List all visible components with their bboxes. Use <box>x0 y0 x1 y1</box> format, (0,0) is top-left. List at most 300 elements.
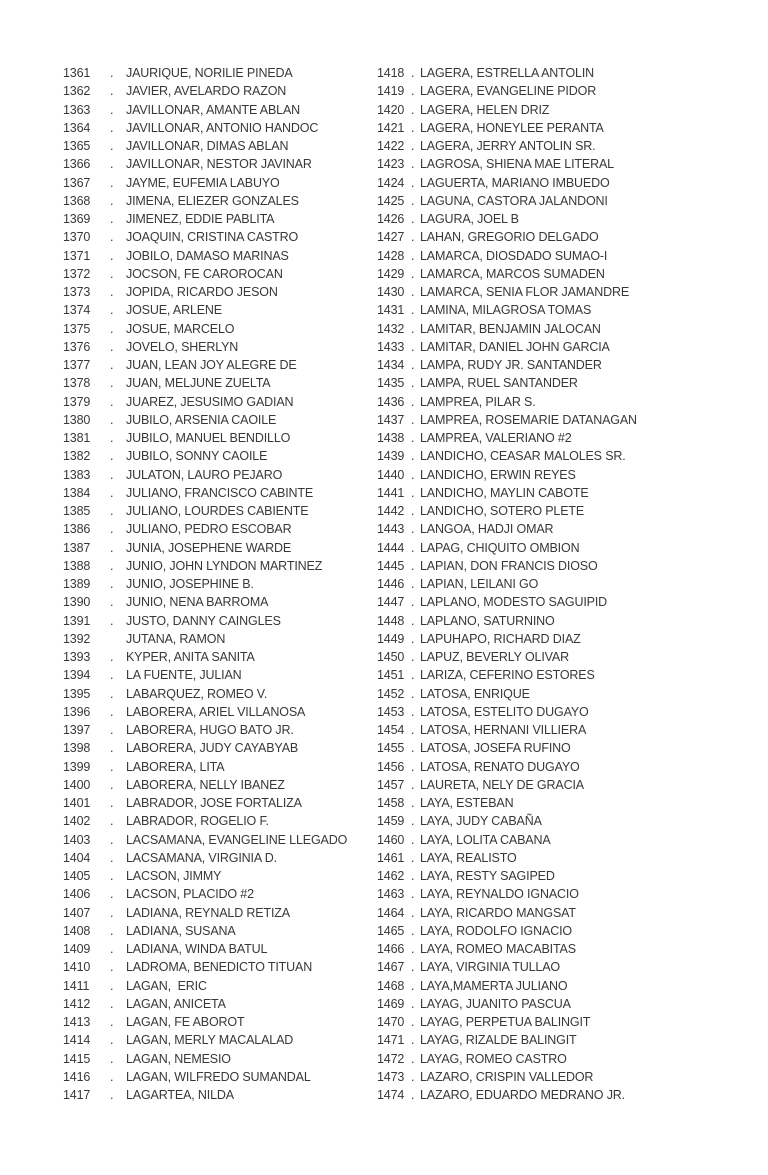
entry-name: LAGAN, MERLY MACALALAD <box>126 1033 294 1048</box>
entry-name: JOAQUIN, CRISTINA CASTRO <box>126 230 299 245</box>
list-entry <box>63 758 368 776</box>
list-entry <box>377 977 747 995</box>
entry-separator: . <box>411 996 415 1011</box>
entry-separator: . <box>110 157 114 172</box>
entry-separator: . <box>110 577 114 591</box>
list-entry <box>63 812 368 830</box>
list-entry <box>63 502 368 520</box>
entry-name: LAPIAN, LEILANI GO <box>420 577 539 591</box>
entry-separator: . <box>110 558 114 573</box>
list-entry <box>63 703 368 721</box>
entry-number: 1378 <box>63 376 91 391</box>
entry-number: 1472 <box>377 1051 405 1066</box>
entry-number: 1427 <box>377 230 405 245</box>
list-entry <box>377 64 747 82</box>
entry-number: 1380 <box>63 412 91 427</box>
entry-name: LAGAN, WILFREDO SUMANDAL <box>126 1069 311 1084</box>
list-entry <box>63 192 368 210</box>
entry-name: LAMITAR, BENJAMIN JALOCAN <box>420 321 601 336</box>
entry-separator: . <box>110 303 114 318</box>
entry-separator: . <box>411 942 415 956</box>
entry-number: 1399 <box>63 759 91 774</box>
entry-name: JOCSON, FE CAROROCAN <box>126 266 283 281</box>
entry-separator: . <box>110 467 114 482</box>
entry-name: LAMITAR, DANIEL JOHN GARCIA <box>420 339 610 354</box>
list-entry <box>377 429 747 447</box>
list-entry <box>377 612 747 630</box>
entry-name: LATOSA, HERNANI VILLIERA <box>420 723 587 737</box>
list-entry <box>63 612 368 630</box>
entry-separator: . <box>411 376 415 391</box>
entry-number: 1465 <box>377 923 405 938</box>
entry-number: 1417 <box>63 1088 91 1102</box>
entry-number: 1390 <box>63 595 91 610</box>
entry-separator: . <box>110 248 114 263</box>
entry-separator: . <box>110 1069 114 1084</box>
entry-number: 1444 <box>377 540 405 555</box>
list-entry <box>377 940 747 958</box>
entry-number: 1379 <box>63 394 91 409</box>
entry-number: 1422 <box>377 139 405 153</box>
entry-name: LAMPREA, ROSEMARIE DATANAGAN <box>420 412 637 427</box>
entry-number: 1448 <box>377 613 405 628</box>
list-entry <box>63 247 368 265</box>
entry-separator: . <box>110 120 114 135</box>
entry-separator: . <box>411 704 415 719</box>
entry-separator: . <box>411 212 415 226</box>
entry-separator: . <box>110 1088 114 1102</box>
entry-separator: . <box>411 139 415 153</box>
list-entry <box>377 356 747 374</box>
entry-separator: . <box>110 102 114 117</box>
entry-name: JAYME, EUFEMIA LABUYO <box>126 175 280 190</box>
entry-name: LAYAG, JUANITO PASCUA <box>420 996 571 1011</box>
entry-separator: . <box>411 504 415 518</box>
entry-number: 1383 <box>63 467 91 482</box>
list-entry <box>377 685 747 703</box>
entry-number: 1386 <box>63 522 91 537</box>
list-entry <box>63 356 368 374</box>
entry-number: 1466 <box>377 942 405 956</box>
entry-separator: . <box>110 741 114 756</box>
entry-separator: . <box>411 339 415 354</box>
list-entry <box>377 82 747 100</box>
entry-name: JOSUE, MARCELO <box>126 321 235 336</box>
list-entry <box>63 301 368 319</box>
entry-name: LAYAG, RIZALDE BALINGIT <box>420 1033 577 1048</box>
entry-number: 1423 <box>377 157 405 172</box>
entry-separator: . <box>110 923 114 938</box>
entry-separator: . <box>411 467 415 482</box>
list-entry <box>377 301 747 319</box>
entry-number: 1407 <box>63 905 91 920</box>
entry-name: LADIANA, REYNALD RETIZA <box>126 905 290 920</box>
entry-name: JAVILLONAR, AMANTE ABLAN <box>126 102 301 117</box>
list-entry <box>377 411 747 429</box>
entry-name: LACSON, PLACIDO #2 <box>126 887 254 902</box>
entry-number: 1431 <box>377 303 405 318</box>
entry-name: KYPER, ANITA SANITA <box>126 650 255 664</box>
entry-number: 1376 <box>63 339 91 354</box>
entry-number: 1453 <box>377 704 405 719</box>
entry-number: 1413 <box>63 1015 91 1029</box>
entry-separator: . <box>110 686 114 701</box>
entry-number: 1371 <box>63 248 91 263</box>
entry-separator: . <box>110 613 114 628</box>
entry-name: JUNIO, JOSEPHINE B. <box>126 577 254 591</box>
entry-number: 1463 <box>377 887 405 902</box>
entry-separator: . <box>110 996 114 1011</box>
entry-separator: . <box>411 631 415 646</box>
entry-name: LAZARO, EDUARDO MEDRANO JR. <box>420 1088 626 1102</box>
entry-number: 1418 <box>377 66 405 80</box>
entry-number: 1368 <box>63 193 91 208</box>
list-entry <box>63 849 368 867</box>
entry-name: LAPLANO, MODESTO SAGUIPID <box>420 595 608 610</box>
list-entry <box>63 831 368 849</box>
entry-name: JUBILO, ARSENIA CAOILE <box>126 412 277 427</box>
entry-separator: . <box>411 1069 415 1084</box>
list-entry <box>377 885 747 903</box>
entry-separator: . <box>110 1033 114 1048</box>
entry-name: LANDICHO, SOTERO PLETE <box>420 504 585 518</box>
entry-separator: . <box>110 759 114 774</box>
list-entry <box>63 265 368 283</box>
entry-number: 1424 <box>377 175 405 190</box>
list-entry <box>63 210 368 228</box>
entry-name: JUBILO, MANUEL BENDILLO <box>126 431 291 445</box>
entry-number: 1426 <box>377 212 405 226</box>
entry-separator: . <box>411 613 415 628</box>
list-entry <box>63 995 368 1013</box>
entry-name: LAPAG, CHIQUITO OMBION <box>420 540 580 555</box>
entry-separator: . <box>110 504 114 518</box>
entry-name: JOBILO, DAMASO MARINAS <box>126 248 289 263</box>
entry-name: LATOSA, RENATO DUGAYO <box>420 759 580 774</box>
entry-name: LABRADOR, ROGELIO F. <box>126 814 269 829</box>
list-entry <box>377 210 747 228</box>
entry-number: 1366 <box>63 157 91 172</box>
entry-separator: . <box>411 777 415 792</box>
entry-name: LAGAN, FE ABOROT <box>126 1015 245 1029</box>
entry-name: LAPUZ, BEVERLY OLIVAR <box>420 650 569 664</box>
list-entry <box>63 520 368 538</box>
entry-name: LAYA, RICARDO MANGSAT <box>420 905 576 920</box>
entry-name: LACSAMANA, EVANGELINE LLEGADO <box>126 832 348 847</box>
entry-separator: . <box>411 1051 415 1066</box>
list-entry <box>63 940 368 958</box>
entry-separator: . <box>411 285 415 299</box>
entry-separator: . <box>110 796 114 810</box>
entry-name: JAVIER, AVELARDO RAZON <box>126 84 287 99</box>
entry-number: 1394 <box>63 668 91 683</box>
entry-number: 1364 <box>63 120 91 135</box>
entry-number: 1382 <box>63 449 91 464</box>
entry-number: 1387 <box>63 540 91 555</box>
entry-number: 1396 <box>63 704 91 719</box>
entry-separator: . <box>110 139 114 153</box>
entry-separator: . <box>411 431 415 445</box>
entry-number: 1445 <box>377 558 405 573</box>
list-entry <box>63 155 368 173</box>
list-entry <box>63 484 368 502</box>
entry-name: LAPIAN, DON FRANCIS DIOSO <box>420 558 598 573</box>
entry-number: 1411 <box>63 978 90 993</box>
entry-separator: . <box>110 887 114 902</box>
entry-name: JUBILO, SONNY CAOILE <box>126 449 268 464</box>
entry-number: 1373 <box>63 285 91 299</box>
entry-name: JAVILLONAR, DIMAS ABLAN <box>126 139 289 153</box>
entry-separator: . <box>110 832 114 847</box>
entry-number: 1392 <box>63 631 91 646</box>
list-entry <box>377 265 747 283</box>
entry-number: 1467 <box>377 960 405 975</box>
entry-separator: . <box>110 905 114 920</box>
list-entry <box>63 393 368 411</box>
entry-name: LAYA, LOLITA CABANA <box>420 832 551 847</box>
entry-number: 1421 <box>377 120 405 135</box>
entry-separator: . <box>411 960 415 975</box>
list-entry <box>377 119 747 137</box>
entry-separator: . <box>411 321 415 336</box>
entry-separator: . <box>110 376 114 391</box>
entry-name: LA FUENTE, JULIAN <box>126 668 242 683</box>
entry-number: 1430 <box>377 285 405 299</box>
entry-separator: . <box>411 449 415 464</box>
entry-name: LABORERA, HUGO BATO JR. <box>126 723 294 737</box>
entry-number: 1419 <box>377 84 405 99</box>
entry-separator: . <box>110 1015 114 1029</box>
entry-name: LABORERA, ARIEL VILLANOSA <box>126 704 306 719</box>
entry-number: 1388 <box>63 558 91 573</box>
entry-number: 1412 <box>63 996 91 1011</box>
entry-number: 1471 <box>377 1033 405 1048</box>
list-entry <box>377 466 747 484</box>
list-entry <box>63 137 368 155</box>
entry-separator: . <box>110 285 114 299</box>
entry-separator: . <box>411 723 415 737</box>
entry-separator: . <box>411 595 415 610</box>
entry-number: 1401 <box>63 796 91 810</box>
entry-separator: . <box>110 321 114 336</box>
entry-name: LAMARCA, SENIA FLOR JAMANDRE <box>420 285 630 299</box>
entry-separator: . <box>411 157 415 172</box>
entry-number: 1398 <box>63 741 91 756</box>
name-list-column-right <box>377 64 747 1104</box>
entry-number: 1362 <box>63 84 91 99</box>
entry-number: 1452 <box>377 686 405 701</box>
list-entry <box>63 794 368 812</box>
entry-name: JOPIDA, RICARDO JESON <box>126 285 278 299</box>
entry-name: LAGUNA, CASTORA JALANDONI <box>420 193 608 208</box>
entry-separator: . <box>411 230 415 245</box>
entry-separator: . <box>411 923 415 938</box>
entry-name: LATOSA, ESTELITO DUGAYO <box>420 704 589 719</box>
entry-name: LAGERA, HELEN DRIZ <box>420 102 550 117</box>
list-entry <box>63 648 368 666</box>
entry-name: LACSON, JIMMY <box>126 869 222 883</box>
entry-separator: . <box>411 358 415 372</box>
entry-name: LAMINA, MILAGROSA TOMAS <box>420 303 592 318</box>
entry-name: LAGERA, ESTRELLA ANTOLIN <box>420 66 595 80</box>
entry-name: LANDICHO, ERWIN REYES <box>420 467 576 482</box>
list-entry <box>377 648 747 666</box>
entry-name: LABORERA, NELLY IBANEZ <box>126 777 285 792</box>
entry-separator: . <box>411 120 415 135</box>
entry-number: 1408 <box>63 923 91 938</box>
entry-number: 1470 <box>377 1015 405 1029</box>
entry-number: 1457 <box>377 777 405 792</box>
entry-separator: . <box>110 942 114 956</box>
entry-number: 1458 <box>377 796 405 810</box>
list-entry <box>377 739 747 757</box>
entry-name: LABORERA, LITA <box>126 759 225 774</box>
entry-name: LATOSA, JOSEFA RUFINO <box>420 741 571 756</box>
entry-separator: . <box>411 84 415 99</box>
entry-separator: . <box>411 412 415 427</box>
entry-name: JULIANO, FRANCISCO CABINTE <box>126 485 314 500</box>
list-entry <box>377 1068 747 1086</box>
list-entry <box>63 922 368 940</box>
entry-separator: . <box>411 905 415 920</box>
list-entry <box>63 666 368 684</box>
entry-number: 1393 <box>63 650 91 664</box>
list-entry <box>377 484 747 502</box>
entry-number: 1446 <box>377 577 405 591</box>
entry-number: 1389 <box>63 577 91 591</box>
list-entry <box>377 904 747 922</box>
list-entry <box>63 593 368 611</box>
list-entry <box>377 374 747 392</box>
entry-number: 1434 <box>377 358 405 372</box>
entry-name: JUSTO, DANNY CAINGLES <box>126 613 281 628</box>
entry-number: 1449 <box>377 631 405 646</box>
entry-number: 1435 <box>377 376 405 391</box>
entry-number: 1439 <box>377 449 405 464</box>
entry-number: 1469 <box>377 996 405 1011</box>
entry-separator: . <box>110 869 114 883</box>
entry-number: 1428 <box>377 248 405 263</box>
entry-number: 1410 <box>63 960 91 975</box>
list-entry <box>63 721 368 739</box>
list-entry <box>63 1013 368 1031</box>
name-list-column-left <box>63 64 368 1104</box>
entry-name: LAMPREA, VALERIANO #2 <box>420 431 572 445</box>
entry-name: LAYA, REYNALDO IGNACIO <box>420 887 579 902</box>
entry-separator: . <box>110 978 114 993</box>
entry-name: JUNIO, JOHN LYNDON MARTINEZ <box>126 558 323 573</box>
entry-number: 1363 <box>63 102 91 117</box>
entry-separator: . <box>110 431 114 445</box>
entry-name: JUAN, LEAN JOY ALEGRE DE <box>126 358 297 372</box>
entry-name: LAMPA, RUEL SANTANDER <box>420 376 578 391</box>
entry-name: LAYAG, ROMEO CASTRO <box>420 1051 567 1066</box>
entry-number: 1429 <box>377 266 405 281</box>
entry-separator: . <box>411 558 415 573</box>
entry-separator: . <box>411 1015 415 1029</box>
entry-name: LADROMA, BENEDICTO TITUAN <box>126 960 313 975</box>
list-entry <box>377 721 747 739</box>
list-entry <box>63 411 368 429</box>
entry-number: 1474 <box>377 1088 405 1102</box>
list-entry <box>377 393 747 411</box>
entry-separator: . <box>411 686 415 701</box>
list-entry <box>377 995 747 1013</box>
entry-name: LAGAN, NEMESIO <box>126 1051 231 1066</box>
list-entry <box>377 593 747 611</box>
list-entry <box>63 338 368 356</box>
entry-separator: . <box>411 741 415 756</box>
list-entry <box>63 776 368 794</box>
entry-separator: . <box>411 394 415 409</box>
entry-separator: . <box>411 650 415 664</box>
list-entry <box>377 1031 747 1049</box>
entry-name: LAYA,MAMERTA JULIANO <box>420 978 568 993</box>
entry-separator: . <box>110 723 114 737</box>
entry-separator: . <box>110 230 114 245</box>
entry-separator: . <box>411 102 415 117</box>
entry-separator: . <box>411 175 415 190</box>
entry-name: LAYA, ESTEBAN <box>420 796 514 810</box>
entry-name: LAYA, REALISTO <box>420 850 517 865</box>
entry-number: 1438 <box>377 431 405 445</box>
list-entry <box>63 101 368 119</box>
entry-number: 1460 <box>377 832 405 847</box>
entry-name: JAURIQUE, NORILIE PINEDA <box>126 66 293 80</box>
list-entry <box>63 685 368 703</box>
entry-separator: . <box>411 266 415 281</box>
entry-name: LAYA, RESTY SAGIPED <box>420 869 555 883</box>
entry-name: LAGERA, EVANGELINE PIDOR <box>420 84 597 99</box>
list-entry <box>377 922 747 940</box>
entry-name: JULIANO, LOURDES CABIENTE <box>126 504 309 518</box>
entry-number: 1443 <box>377 522 405 537</box>
entry-number: 1461 <box>377 850 405 865</box>
list-entry <box>63 739 368 757</box>
entry-number: 1403 <box>63 832 91 847</box>
entry-name: LADIANA, WINDA BATUL <box>126 942 268 956</box>
list-entry <box>377 1086 747 1104</box>
list-entry <box>63 630 368 648</box>
entry-number: 1416 <box>63 1069 91 1084</box>
entry-number: 1402 <box>63 814 91 829</box>
entry-number: 1425 <box>377 193 405 208</box>
entry-number: 1451 <box>377 668 405 683</box>
entry-name: LAMARCA, MARCOS SUMADEN <box>420 266 605 281</box>
entry-separator: . <box>110 1051 114 1066</box>
entry-number: 1456 <box>377 759 405 774</box>
entry-number: 1385 <box>63 504 91 518</box>
entry-separator: . <box>411 978 415 993</box>
entry-separator: . <box>110 175 114 190</box>
entry-name: LAPLANO, SATURNINO <box>420 613 555 628</box>
entry-name: LAGERA, JERRY ANTOLIN SR. <box>420 139 596 153</box>
list-entry <box>63 320 368 338</box>
entry-separator: . <box>411 832 415 847</box>
list-entry <box>377 666 747 684</box>
entry-separator: . <box>110 66 114 80</box>
entry-number: 1437 <box>377 412 405 427</box>
entry-number: 1381 <box>63 431 91 445</box>
entry-separator: . <box>110 358 114 372</box>
list-entry <box>63 429 368 447</box>
entry-number: 1377 <box>63 358 91 372</box>
entry-name: JIMENA, ELIEZER GONZALES <box>126 193 299 208</box>
list-entry <box>63 64 368 82</box>
list-entry <box>63 867 368 885</box>
entry-name: LAYA, ROMEO MACABITAS <box>420 942 576 956</box>
list-entry <box>63 1086 368 1104</box>
